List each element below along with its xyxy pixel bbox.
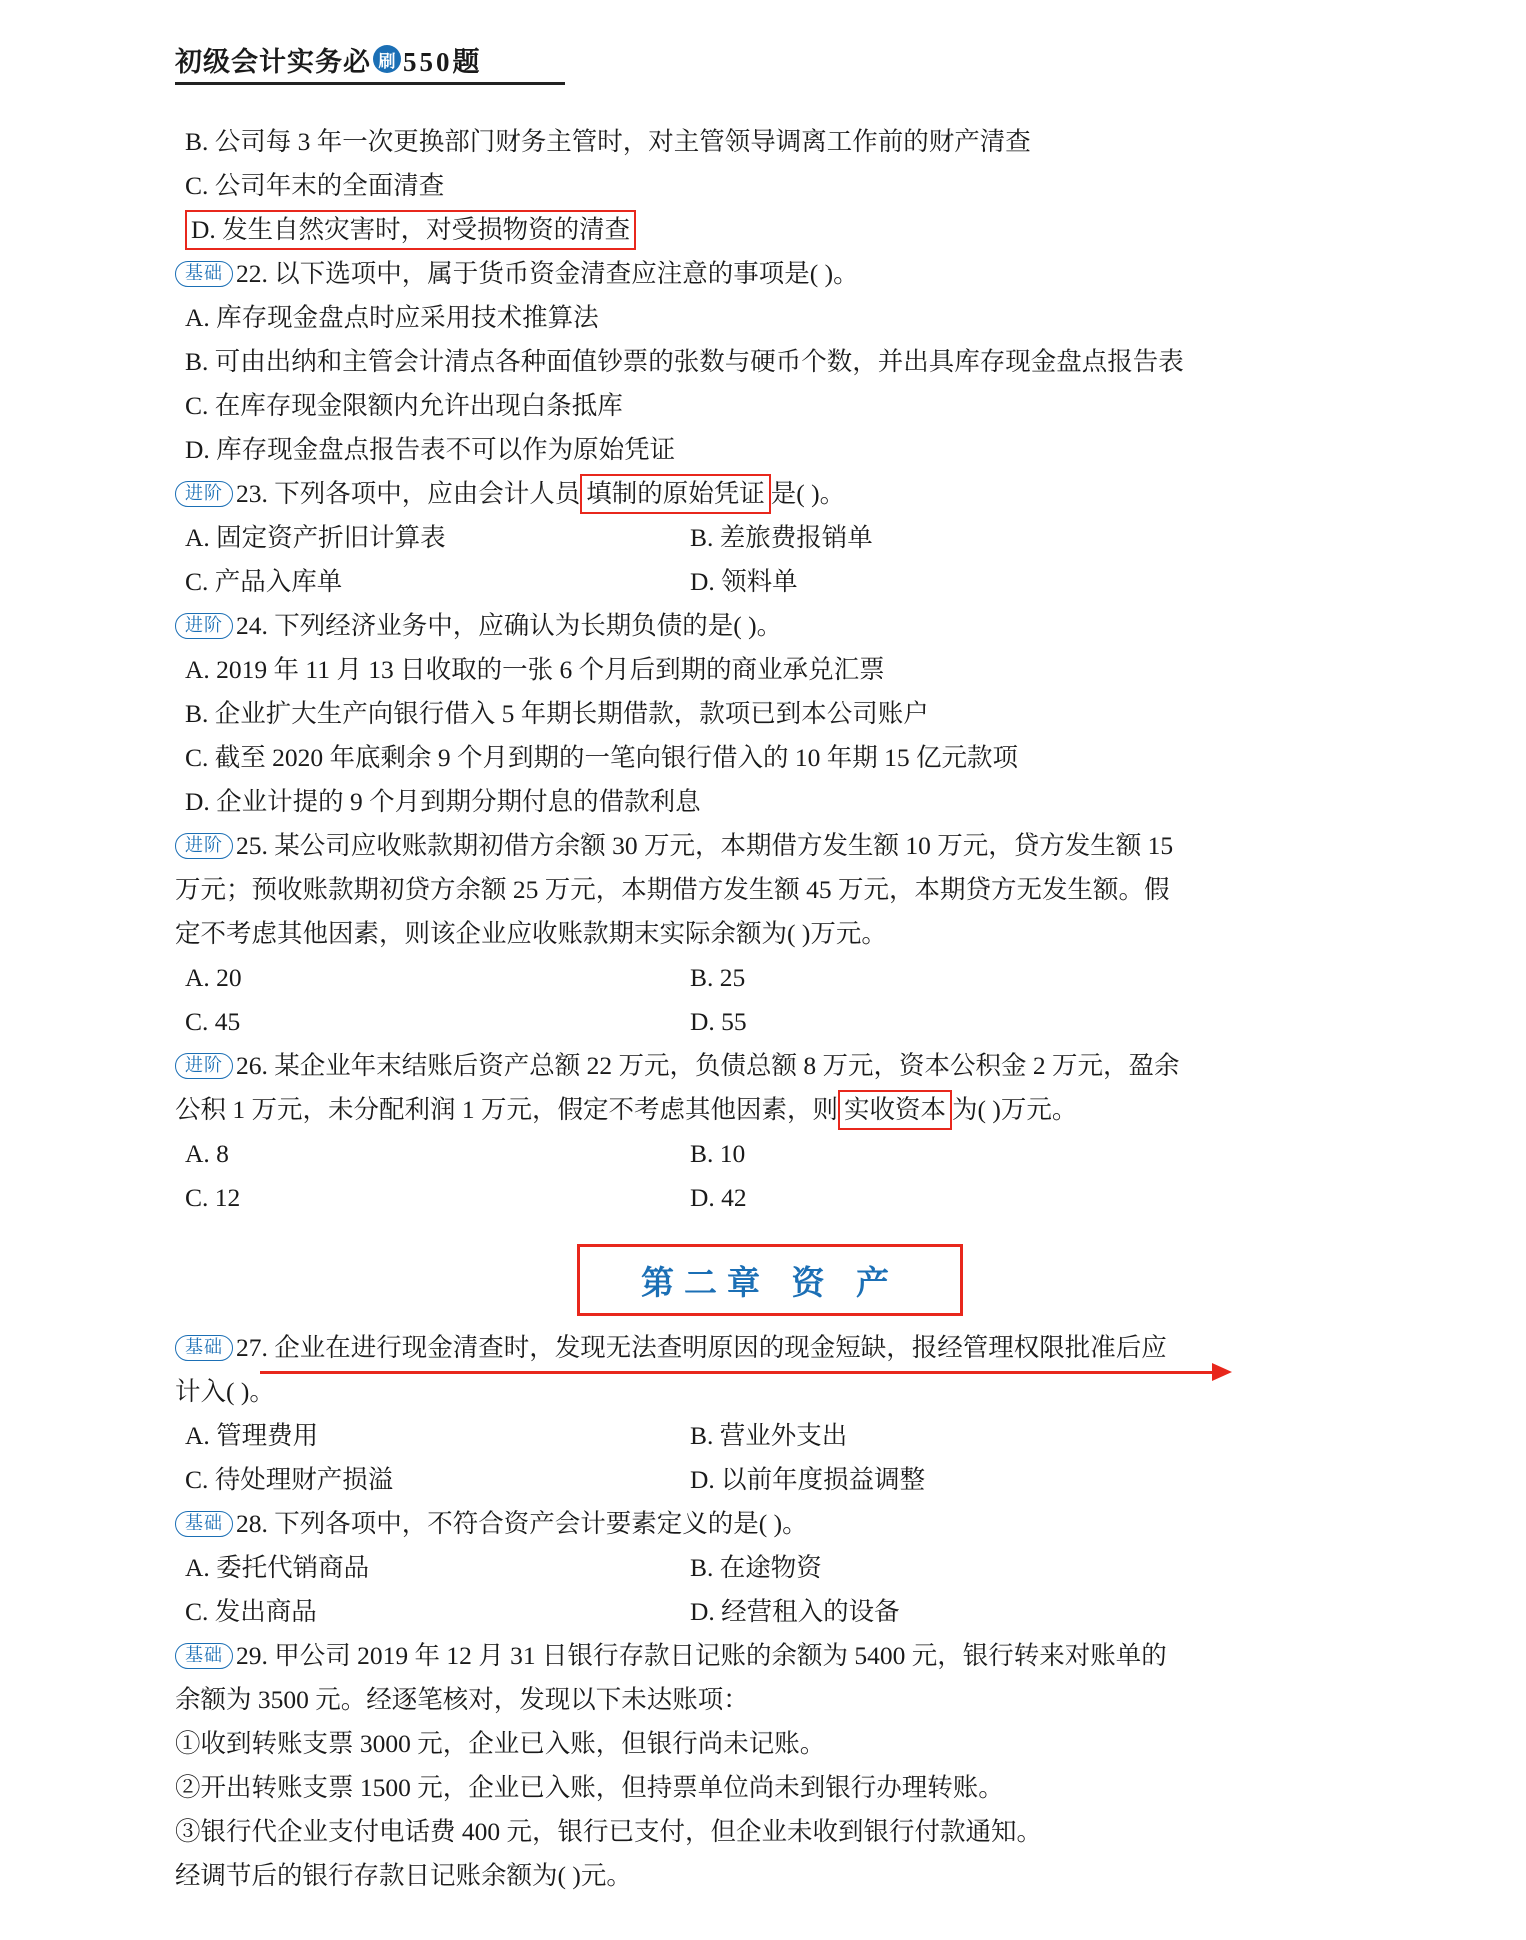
question-text: 某企业年末结账后资产总额 22 万元，负债总额 8 万元，资本公积金 2 万元，盈余: [274, 1051, 1180, 1080]
sub-item: ③银行代企业支付电话费 400 元，银行已支付，但企业未收到银行付款通知。: [175, 1817, 1043, 1846]
sub-item: ②开出转账支票 1500 元，企业已入账，但持票单位尚未到银行办理转账。: [175, 1773, 1004, 1802]
question-text-post: 是( )。: [770, 479, 846, 508]
question-text-post: 为( )万元。: [952, 1095, 1078, 1124]
sub-item: ①收到转账支票 3000 元，企业已入账，但银行尚未记账。: [175, 1729, 826, 1758]
option-line: A. 固定资产折旧计算表: [185, 523, 446, 552]
chapter-heading: [577, 1244, 963, 1316]
option-line: B. 在途物资: [690, 1553, 822, 1582]
option-line: B. 可由出纳和主管会计清点各种面值钞票的张数与硬币个数，并出具库存现金盘点报告表: [185, 347, 1184, 376]
question-number: 26.: [236, 1051, 268, 1080]
question-stem-cont: 定不考虑其他因素，则该企业应收账款期末实际余额为( )万元。: [175, 919, 887, 948]
page-header: [175, 36, 565, 85]
question-stem-cont: 万元；预收账款期初贷方余额 25 万元，本期借方发生额 45 万元，本期贷方无发生额。假: [175, 875, 1170, 904]
question-text: 以下选项中，属于货币资金清查应注意的事项是( )。: [274, 259, 859, 288]
option-line: D. 55: [690, 1007, 747, 1036]
difficulty-tag-basic: 基础: [175, 1643, 233, 1669]
option-row: [175, 1176, 1365, 1220]
option-row: [175, 1000, 1365, 1044]
question-stem: [175, 1502, 1365, 1546]
option-line: D. 42: [690, 1183, 747, 1212]
option-line: B. 差旅费报销单: [690, 523, 873, 552]
option-line: A. 委托代销商品: [185, 1553, 370, 1582]
question-number: 28.: [236, 1509, 268, 1538]
option-line: D. 库存现金盘点报告表不可以作为原始凭证: [185, 435, 676, 464]
option-line: A. 管理费用: [185, 1421, 319, 1450]
question-number: 27.: [236, 1333, 268, 1362]
option-line: A. 8: [185, 1139, 229, 1168]
option-line: C. 在库存现金限额内允许出现白条抵库: [185, 391, 623, 420]
difficulty-tag-basic: 基础: [175, 261, 233, 287]
question-text: 企业在进行现金清查时，发现无法查明原因的现金短缺，报经管理权限批准后应: [274, 1333, 1167, 1362]
option-line: D. 经营租入的设备: [690, 1597, 900, 1626]
option-line: D. 以前年度损益调整: [690, 1465, 926, 1494]
option-line-highlighted: [175, 208, 1365, 252]
option-line: A. 20: [185, 963, 242, 992]
question-stem-cont: 计入( )。: [175, 1377, 275, 1406]
question-stem: [175, 1044, 1365, 1088]
option-line: D. 领料单: [690, 567, 798, 596]
question-text: 某公司应收账款期初借方余额 30 万元，本期借方发生额 10 万元，贷方发生额 15: [274, 831, 1174, 860]
option-row: [175, 1590, 1365, 1634]
question-text: 下列各项中，不符合资产会计要素定义的是( )。: [274, 1509, 808, 1538]
option-line: B. 营业外支出: [690, 1421, 848, 1450]
option-row: [175, 1546, 1365, 1590]
difficulty-tag-advanced: 进阶: [175, 481, 233, 507]
option-row: [175, 516, 1365, 560]
red-box-annotation: 填制的原始凭证: [580, 474, 771, 514]
option-line: C. 产品入库单: [185, 567, 343, 596]
option-row: [175, 560, 1365, 604]
question-stem: [175, 1634, 1365, 1678]
page-content: [175, 120, 1365, 1898]
difficulty-tag-basic: 基础: [175, 1335, 233, 1361]
question-stem-cont: 余额为 3500 元。经逐笔核对，发现以下未达账项：: [175, 1685, 749, 1714]
question-number: 22.: [236, 259, 268, 288]
option-row: [175, 1414, 1365, 1458]
option-line: C. 发出商品: [185, 1597, 317, 1626]
option-line: B. 25: [690, 963, 746, 992]
question-stem: [175, 604, 1365, 648]
chapter-title: 第二章 资 产: [641, 1262, 899, 1302]
option-row: [175, 1132, 1365, 1176]
option-row: [175, 956, 1365, 1000]
red-box-annotation: 实收资本: [838, 1090, 952, 1130]
question-text-pre: 公积 1 万元，未分配利润 1 万元，假定不考虑其他因素，则: [175, 1095, 839, 1124]
difficulty-tag-advanced: 进阶: [175, 1053, 233, 1079]
difficulty-tag-basic: 基础: [175, 1511, 233, 1537]
question-stem: [175, 472, 1365, 516]
question-number: 25.: [236, 831, 268, 860]
option-line: C. 公司年末的全面清查: [185, 171, 445, 200]
question-text: 下列经济业务中，应确认为长期负债的是( )。: [274, 611, 783, 640]
option-line: C. 45: [185, 1007, 241, 1036]
question-tail: 经调节后的银行存款日记账余额为( )元。: [175, 1861, 632, 1890]
option-line: A. 库存现金盘点时应采用技术推算法: [185, 303, 599, 332]
difficulty-tag-advanced: 进阶: [175, 833, 233, 859]
question-stem-cont: [175, 1088, 1365, 1132]
option-line: C. 12: [185, 1183, 241, 1212]
difficulty-tag-advanced: 进阶: [175, 613, 233, 639]
option-line: D. 企业计提的 9 个月到期分期付息的借款利息: [185, 787, 701, 816]
option-line: B. 10: [690, 1139, 746, 1168]
red-box-annotation: D. 发生自然灾害时，对受损物资的清查: [185, 210, 636, 250]
option-line: A. 2019 年 11 月 13 日收取的一张 6 个月后到期的商业承兑汇票: [185, 655, 885, 684]
option-row: [175, 1458, 1365, 1502]
question-number: 24.: [236, 611, 268, 640]
question-number: 23.: [236, 479, 268, 508]
option-line: B. 企业扩大生产向银行借入 5 年期长期借款，款项已到本公司账户: [185, 699, 929, 728]
option-line: C. 截至 2020 年底剩余 9 个月到期的一笔向银行借入的 10 年期 15 亿元款项: [185, 743, 1019, 772]
question-text: 甲公司 2019 年 12 月 31 日银行存款日记账的余额为 5400 元，银行转来对账单的: [274, 1641, 1167, 1670]
question-stem: [175, 824, 1365, 868]
header-title-right: 550题: [403, 46, 483, 77]
header-title-left: 初级会计实务必: [175, 46, 371, 78]
option-line: C. 待处理财产损溢: [185, 1465, 394, 1494]
question-text-pre: 下列各项中，应由会计人员: [274, 479, 581, 508]
option-line: B. 公司每 3 年一次更换部门财务主管时，对主管领导调离工作前的财产清查: [185, 127, 1031, 156]
brush-badge-icon: 刷: [373, 45, 401, 73]
question-stem: [175, 252, 1365, 296]
question-number: 29.: [236, 1641, 268, 1670]
